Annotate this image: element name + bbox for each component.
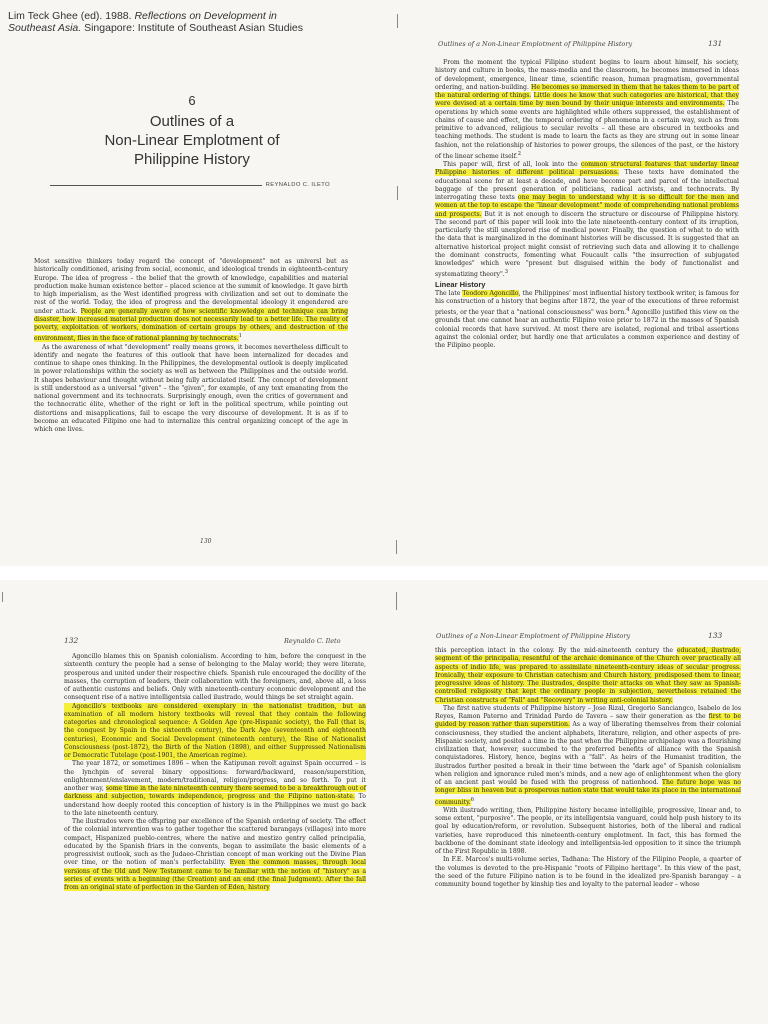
- bottom-scan: [0, 580, 768, 1024]
- page-132: [0, 580, 384, 1024]
- section-heading: Linear History: [435, 279, 486, 289]
- chapter-number: 6: [188, 93, 196, 108]
- running-head: Outlines of a Non-Linear Emplotment of Philippine History: [438, 40, 633, 48]
- running-head: Reynaldo C. Ileto: [284, 637, 341, 645]
- running-head: Outlines of a Non-Linear Emplotment of Philippine History: [436, 632, 631, 640]
- gutter-mark: [397, 186, 398, 200]
- page-133: [384, 580, 768, 1024]
- page-131: [384, 0, 768, 566]
- gutter-mark: [397, 14, 398, 28]
- sheet-gap: [0, 566, 768, 580]
- gutter-mark: [396, 540, 397, 554]
- chapter-title: Outlines of a Non-Linear Emplotment of Philippine History: [104, 113, 280, 168]
- folio: 132: [64, 636, 79, 645]
- chapter-author: REYNALDO C. ILETO: [50, 182, 330, 188]
- page-131-body: From the moment the typical Filipino student begins to learn about himself, his society, history and culture in books, the mass-media and the classroom, he becomes immersed in ideas of development, emergence, linear time, scientific reason, human pragmatism, governmental ordering, and nation-building. He becomes so immersed in them that he takes them to be part of the natural ordering of things. Little does he know that such categories are historical, that they were devised at a certain time by men bound by their unique interests and environments. The operations by which some events are highlighted while others suppressed, the establishment of chains of cause and effect, the temporal ordering of phenomena in a certain way, such as from primitive to advanced, religious to secular revolts – all these are obscured in textbooks and teaching methods. The student is made to learn the facts as they are strung out in some linear fashion, not the relationship of histories to power groups, the silences of the past, or the history of the linear scheme itself.$^2$ This paper will, first of all, look into the common structural features that underlay linear Philippine histories of different political persuasions. These texts have dominated the educational scene for at least a decade, and have become part and parcel of the intellectual baggage of the present generation of politicians, radical activists, and technocrats. By interrogating these texts one may begin to understand why it is so difficult for the men and women at the top to escape the "linear development" mode of comprehending national problems and prospects. But it is not enough to discern the structure or discourse of Philippine history. The second part of this paper will look into the late nineteenth-century context of its irruption, particularly the still unexplored rise of medical power. Finally, the question of what to do with the data that is marginalized in the dominant histories will be discussed. It is suggested that an alternative historical project might consist of retrieving such data and allowing it to challenge the dominant constructs, fomenting what Foucault calls "the insurrection of subjugated knowledges" which were "present but disguised within the body of functionalist and systematizing theory".$^3$ Linear History The late Teodoro Agoncillo, the Philippines' most influential history textbook writer, is famous for his construction of a history that begins after 1872, the year of the executions of three reformist priests, or the year that a "national consciousness" was born.$^4$ Agoncillo justified this view on the grounds that one cannot hear an authentic Filipino voice prior to 1872 in the masses of Spanish colonial records that have survived. At most there are isolated, regional and tribal assertions against the colonial order, but hardly one that articulates a common experience and destiny of the Filipino people.: [435, 59, 740, 350]
- source-citation: Lim Teck Ghee (ed). 1988. Reflections on Development in Southeast Asia. Singapore: Institute of Southeast Asian Studies: [8, 10, 303, 34]
- page-130-body: Most sensitive thinkers today regard the concept of "development" not as universl but as historically conditioned, arising from social, economic, and ideological trends in eighteenth-century Europe. The idea of progress – the belief that the growth of knowledge, capabilities and material production make human existence better – placed science at the summit of knowledge. It gave birth to high imperialism, as the West identified progress with civilization and set out to dominate the rest of the world. Today, the idea of progress and the developmental ideology it engendered are under attack. People are generally aware of how scientific knowledge and technique can bring disaster, how increased material production does not necessarily lead to a better life. The reality of poverty, exploitation of workers, domination of certain groups by others, and destruction of the environment, flies in the face of rational planning by technocrats.$^1$ As the awareness of what "development" really means grows, it becomes nevertheless difficult to identify and negate the features of this outlook that have been internalized for decades and continue to shape ones thinking. In the Philippines, the developmental outlook is deeply implicated in power relationships within the society as well as between the Philippines and the outside world. It shapes behaviour and thought without being fully articulated itself. The concept of development is still understood as a universal "given" – the "given", for example, of any text emanating from the national government and its technocrats. Surprisingly enough, even the critics of government and the technocratic élite, whether of the right or left in the political spectrum, while pointing out distortions and misapplications, fail to escape the very discourse of development. It is as if to become an educated Filipino one had to internalize this central organizing concept of the age in which one lives.: [34, 258, 348, 434]
- folio: 133: [708, 631, 723, 640]
- folio: 131: [708, 39, 723, 48]
- page-133-body: this perception intact in the colony. By the mid-nineteenth century the educated, ilustrado, segment of the principalia, resentful of the archaic dominance of the Church over practically all aspects of indio life, was prepared to assimilate nineteenth-century ideas of secular progress. Ironically, their exposure to Christian catechism and Church history, predisposed them to linear, progressive ideas of history. The ilustrados, despite their attacks on what they saw as Spanish-controlled religiosity that kept the ordinary people in subjection, nevertheless retained the Christian constructs of "Fall" and "Recovery" in writing anti-colonial history. The first native students of Philippine history – Jose Rizal, Gregorio Sanciangco, Isabelo de los Reyes, Ramon Paterno and Trinidad Pardo de Tavera – saw their generation as the first to be guided by reason rather than superstition. As a way of liberating themselves from their colonial consciousness, they studied the ancient alphabets, literature, religion, and other aspects of pre-Hispanic society, and posited a time in the past when the Philippine archipelago was a flourishing civilization that, however, succumbed to the preferred benefits of alliance with the Spanish conquistadores. History, hence, begins with a "fall". As heirs of the Humanist tradition, the ilustrados further posited a break in their time between the "dark age" of Spanish colonialism when religion and ignorance ruled men's minds, and a new age of enlightenment when the glory of an ancient past would be fused with the progress of nationhood. The future hope was no longer bliss in heaven but a prosperous nation state that would take its place in the international community.$^6$ With ilustrado writing, then, Philippine history became intelligible, progressive, linear and, to some extent, "purposive". The people, or its intelligentsia vanguard, could help push history to its goal by education/reform, or revolution. Subsequent histories, both of the liberal and radical varieties, have reproduced this nineteenth-century emplotment. In fact, this has formed the backbone of the dominant state ideology and intelligentsia-led opposition to it since the triumph of the First Republic in 1898. In F.E. Marcos's multi-volume series, Tadhana: The History of the Filipino People, a quarter of the volumes is devoted to the pre-Hispanic "roots of Filipino heritage". In this view of the past, the seed of the future Filipino nation is to be found in the idealized pre-Spanish barangay – a community bound together by kinship ties and loyalty to the paternal leader – whose: [435, 647, 742, 889]
- page-130: [0, 0, 384, 566]
- highlight: People are generally aware of how scientific knowledge and technique can bring disaster, how increased material production does not necessarily lead to a better life. The reality of poverty, exploitation of workers, domination of certain groups by others, and destruction of the environment, flies in the face of rational planning by technocrats.: [34, 307, 348, 343]
- page-number: 130: [200, 538, 212, 545]
- page-132-body: Agoncillo blames this on Spanish colonialism. According to him, before the conquest in the sixteenth century the people had a sense of belonging to the Malay world; they were literate, prosperous and united under their respective chiefs. Spanish rule encouraged the docility of the masses, the corruption of leaders, their collaboration with the foreigners, and, above all, a loss of authentic customs and beliefs. Only with nineteenth-century economic development and the consequent rise of a native intelligentsia called ilustrado, would things be set straight again. Agoncillo's textbooks are considered exemplary in the nationalist tradition, but an examination of all modern history textbooks will reveal that they contain the following categories and chronological sequence: A Golden Age (pre-Hispanic society), the Fall (that is, the conquest by Spain in the sixteenth century), the Dark Age (seventeenth and eighteenth centuries), Economic and Social Development (nineteenth century), the Rise of Nationalist Consciousness (post-1872), the Birth of the Nation (1898), and either Suppressed Nationalism or Democratic Tutelage (post-1901, the American regime). The year 1872, or sometimes 1896 – when the Katipunan revolt against Spain occurred – is the lynchpin of several binary oppositions: forward/backward, reason/superstition, enlightenment/enslavement, modern/traditional, religion/progress, and so forth. To put it another way, some time in the late nineteenth century there seemed to be a breakthrough out of darkness and subjection, towards independence, progress and the Filipino nation-state. To understand how deeply rooted this conception of history is in the Philippines we must go back to the late nineteenth century. The ilustrados were the offspring par excellence of the Spanish ordering of society. The effect of the colonial intervention was to gather together the scattered barangays (villages) into more compact, Hispanized pueblo-centres, where the native and mestizo gentry called principalia, educated by the Spanish friars in the convents, began to assimilate the basic elements of a progressivist outlook, such as the Judaeo-Christian concept of man working out the Divine Plan over time, or the notion of man's perfectability. Even the common masses, through local versions of the Old and New Testament came to be familiar with the notion of "history" as a series of events with a beginning (the Creation) and an end (the final Judgment). After the fall from an original state of perfection in the Garden of Eden, history: [64, 653, 367, 891]
- gutter-mark: [2, 592, 3, 602]
- gutter-mark: [396, 592, 397, 610]
